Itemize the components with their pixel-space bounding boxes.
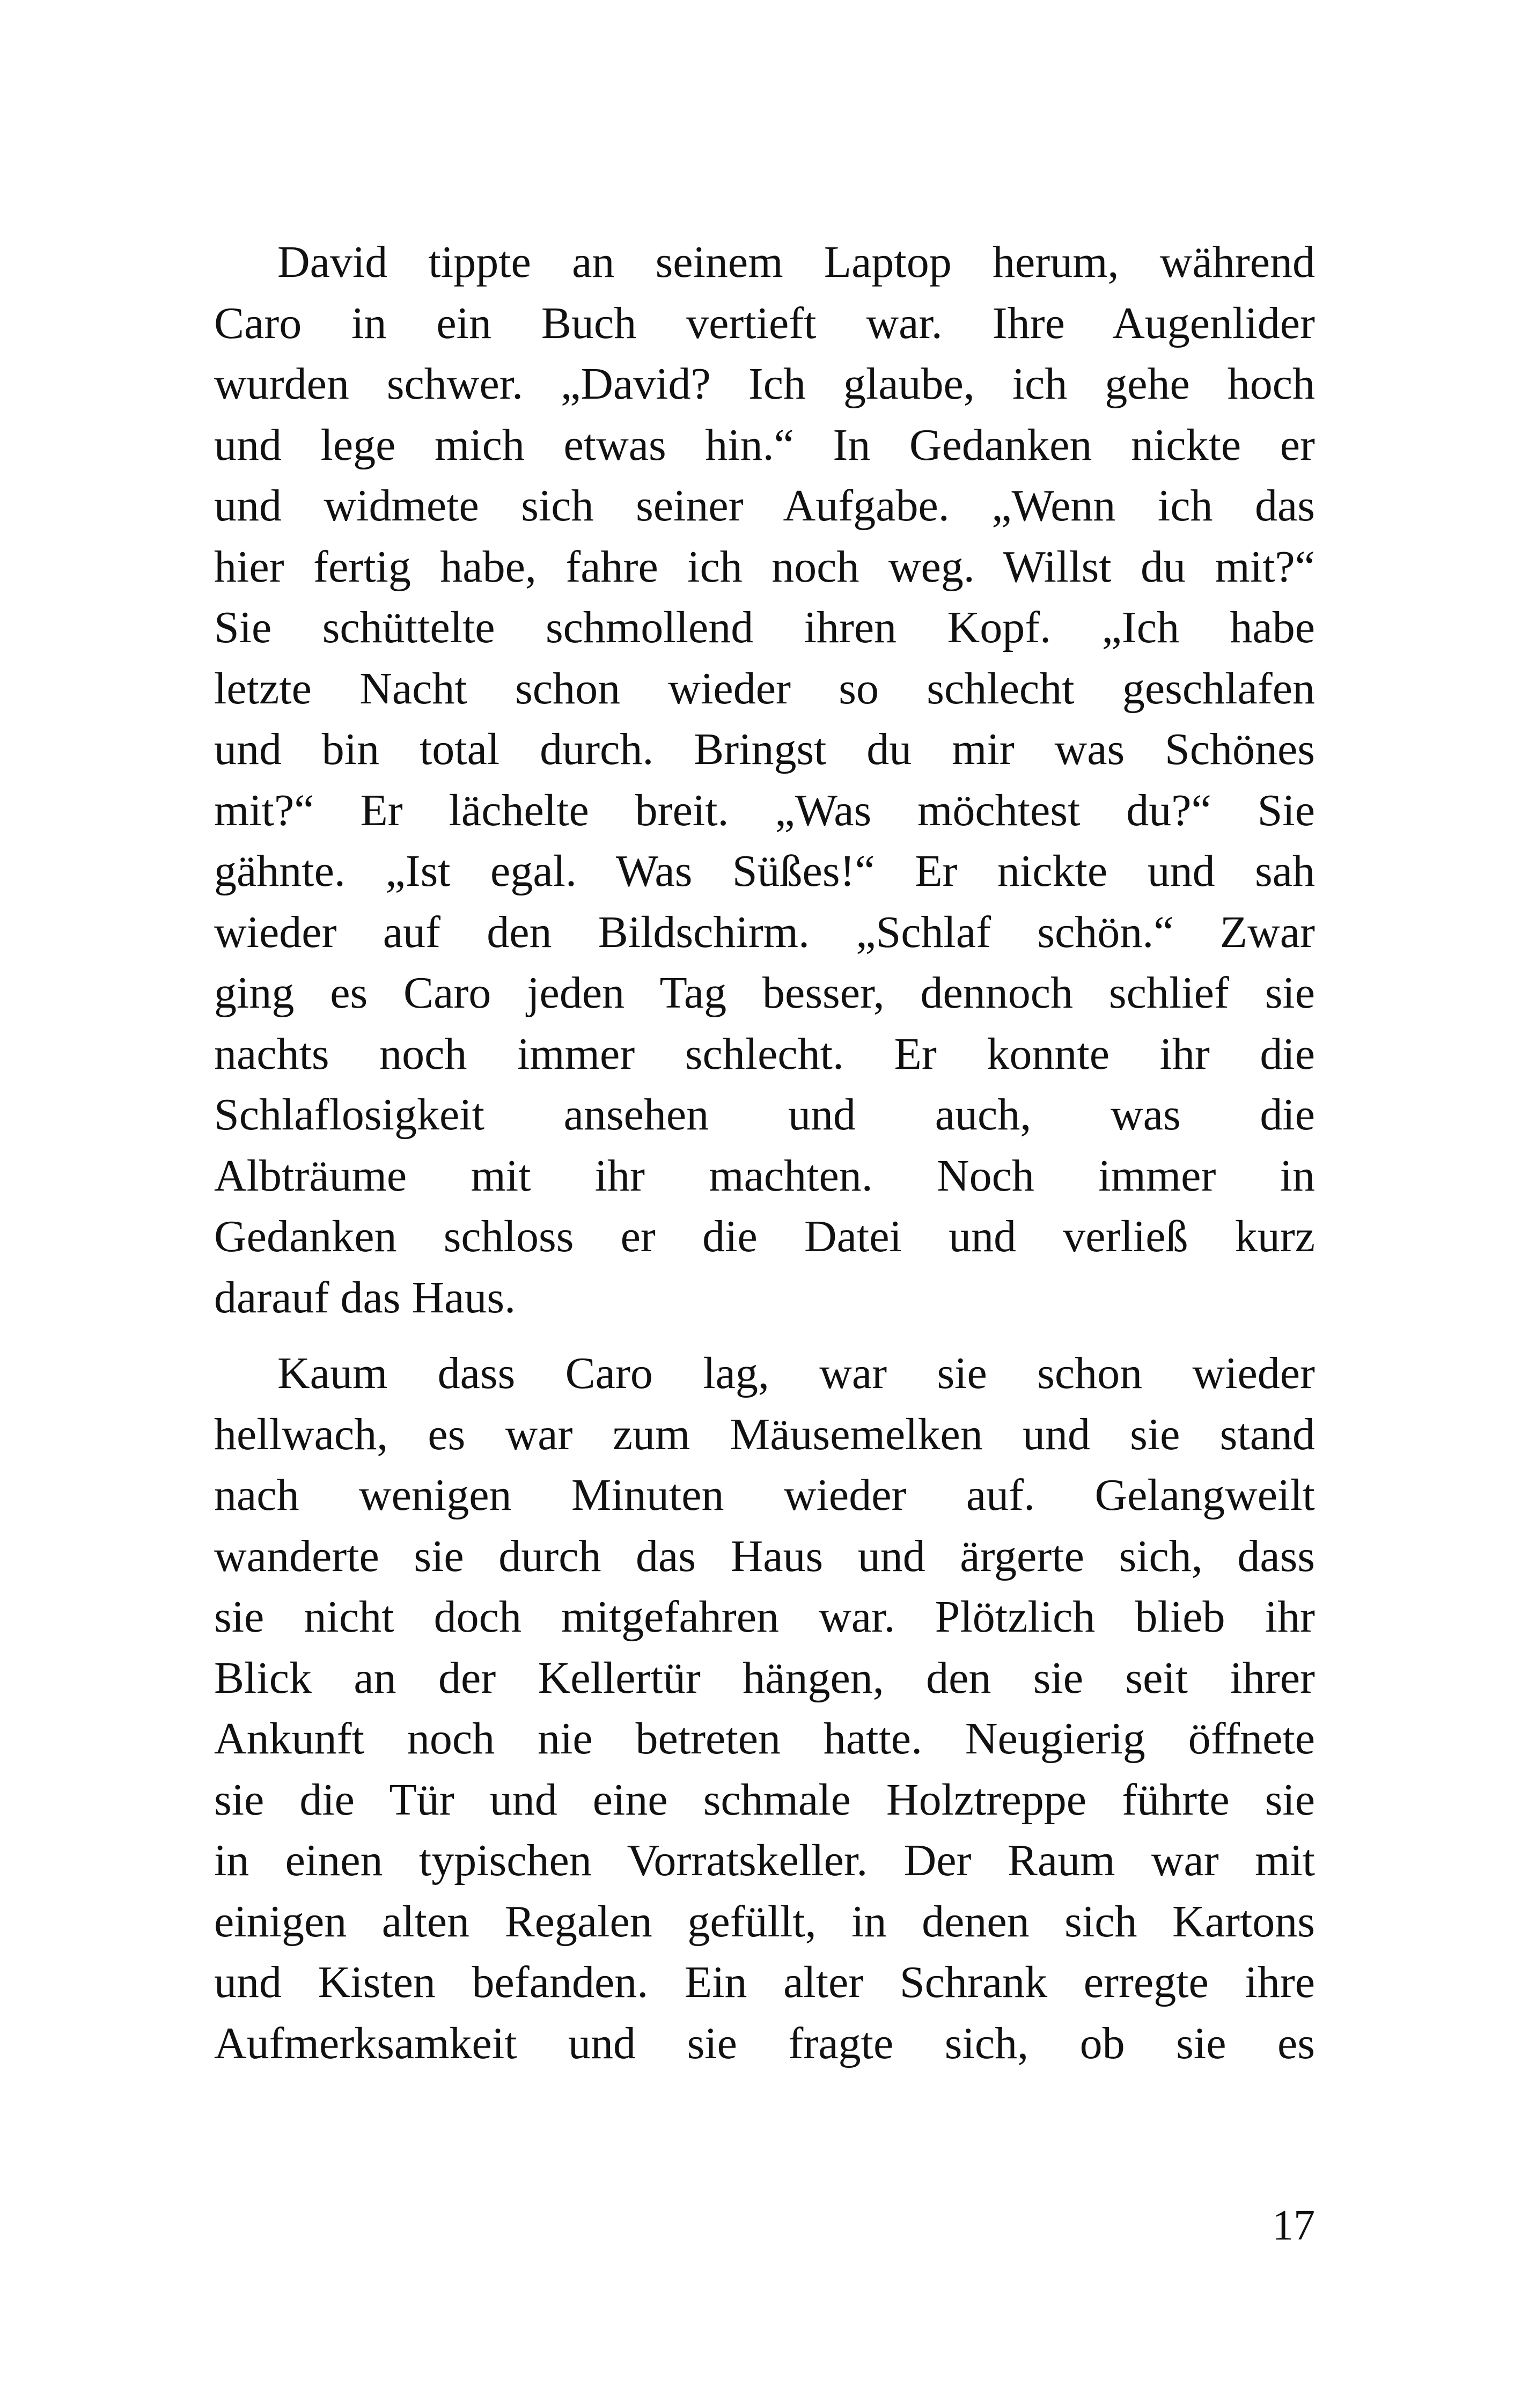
text-line: ging es Caro jeden Tag besser, dennoch schlief sie <box>214 968 1315 1018</box>
text-line: letzte Nacht schon wieder so schlecht geschlafen <box>214 663 1315 714</box>
text-line: und lege mich etwas hin.“ In Gedanken nickte er <box>214 420 1315 470</box>
text-line: Albträume mit ihr machten. Noch immer in <box>214 1150 1315 1201</box>
text-line: Gedanken schloss er die Datei und verließ kurz <box>214 1212 1315 1261</box>
text-line: wieder auf den Bildschirm. „Schlaf schön.“ Zwar <box>214 907 1315 957</box>
text-line: Aufmerksamkeit und sie fragte sich, ob sie es <box>214 2018 1315 2068</box>
text-line: Ankunft noch nie betreten hatte. Neugierig öffnete <box>214 1714 1315 1764</box>
text-line: darauf das Haus. <box>214 1272 516 1323</box>
text-line: in einen typischen Vorratskeller. Der Raum war mit <box>214 1836 1315 1885</box>
text-line: und Kisten befanden. Ein alter Schrank erregte ihre <box>214 1957 1315 2007</box>
text-line: nach wenigen Minuten wieder auf. Gelangweilt <box>214 1470 1315 1520</box>
text-line: wanderte sie durch das Haus und ärgerte sich, dass <box>214 1531 1315 1581</box>
text-line: Blick an der Kellertür hängen, den sie seit ihrer <box>214 1653 1315 1703</box>
text-line: wurden schwer. „David? Ich glaube, ich gehe hoch <box>214 359 1315 409</box>
text-line: und bin total durch. Bringst du mir was Schönes <box>214 724 1315 774</box>
text-line: nachts noch immer schlecht. Er konnte ihr die <box>214 1029 1315 1079</box>
text-line: hellwach, es war zum Mäusemelken und sie stand <box>214 1409 1315 1459</box>
text-line: hier fertig habe, fahre ich noch weg. Willst du mit?“ <box>214 541 1315 592</box>
paragraph <box>214 232 1315 1328</box>
text-line: mit?“ Er lächelte breit. „Was möchtest du?“ Sie <box>214 785 1315 835</box>
text-line: Caro in ein Buch vertieft war. Ihre Augenlider <box>214 298 1315 348</box>
text-line: Schlaflosigkeit ansehen und auch, was die <box>214 1090 1315 1140</box>
text-line: Kaum dass Caro lag, war sie schon wieder <box>277 1348 1315 1398</box>
text-line: sie die Tür und eine schmale Holztreppe führte sie <box>214 1774 1315 1825</box>
text-line: sie nicht doch mitgefahren war. Plötzlich blieb ihr <box>214 1592 1315 1642</box>
paragraph <box>214 1343 1315 2074</box>
text-line: Sie schüttelte schmollend ihren Kopf. „Ich habe <box>214 603 1315 652</box>
text-line: David tippte an seinem Laptop herum, während <box>277 237 1315 287</box>
page-number: 17 <box>1272 2202 1315 2249</box>
text-line: und widmete sich seiner Aufgabe. „Wenn ich das <box>214 481 1315 531</box>
text-line: gähnte. „Ist egal. Was Süßes!“ Er nickte und sah <box>214 846 1315 896</box>
text-line: einigen alten Regalen gefüllt, in denen sich Kartons <box>214 1896 1315 1947</box>
